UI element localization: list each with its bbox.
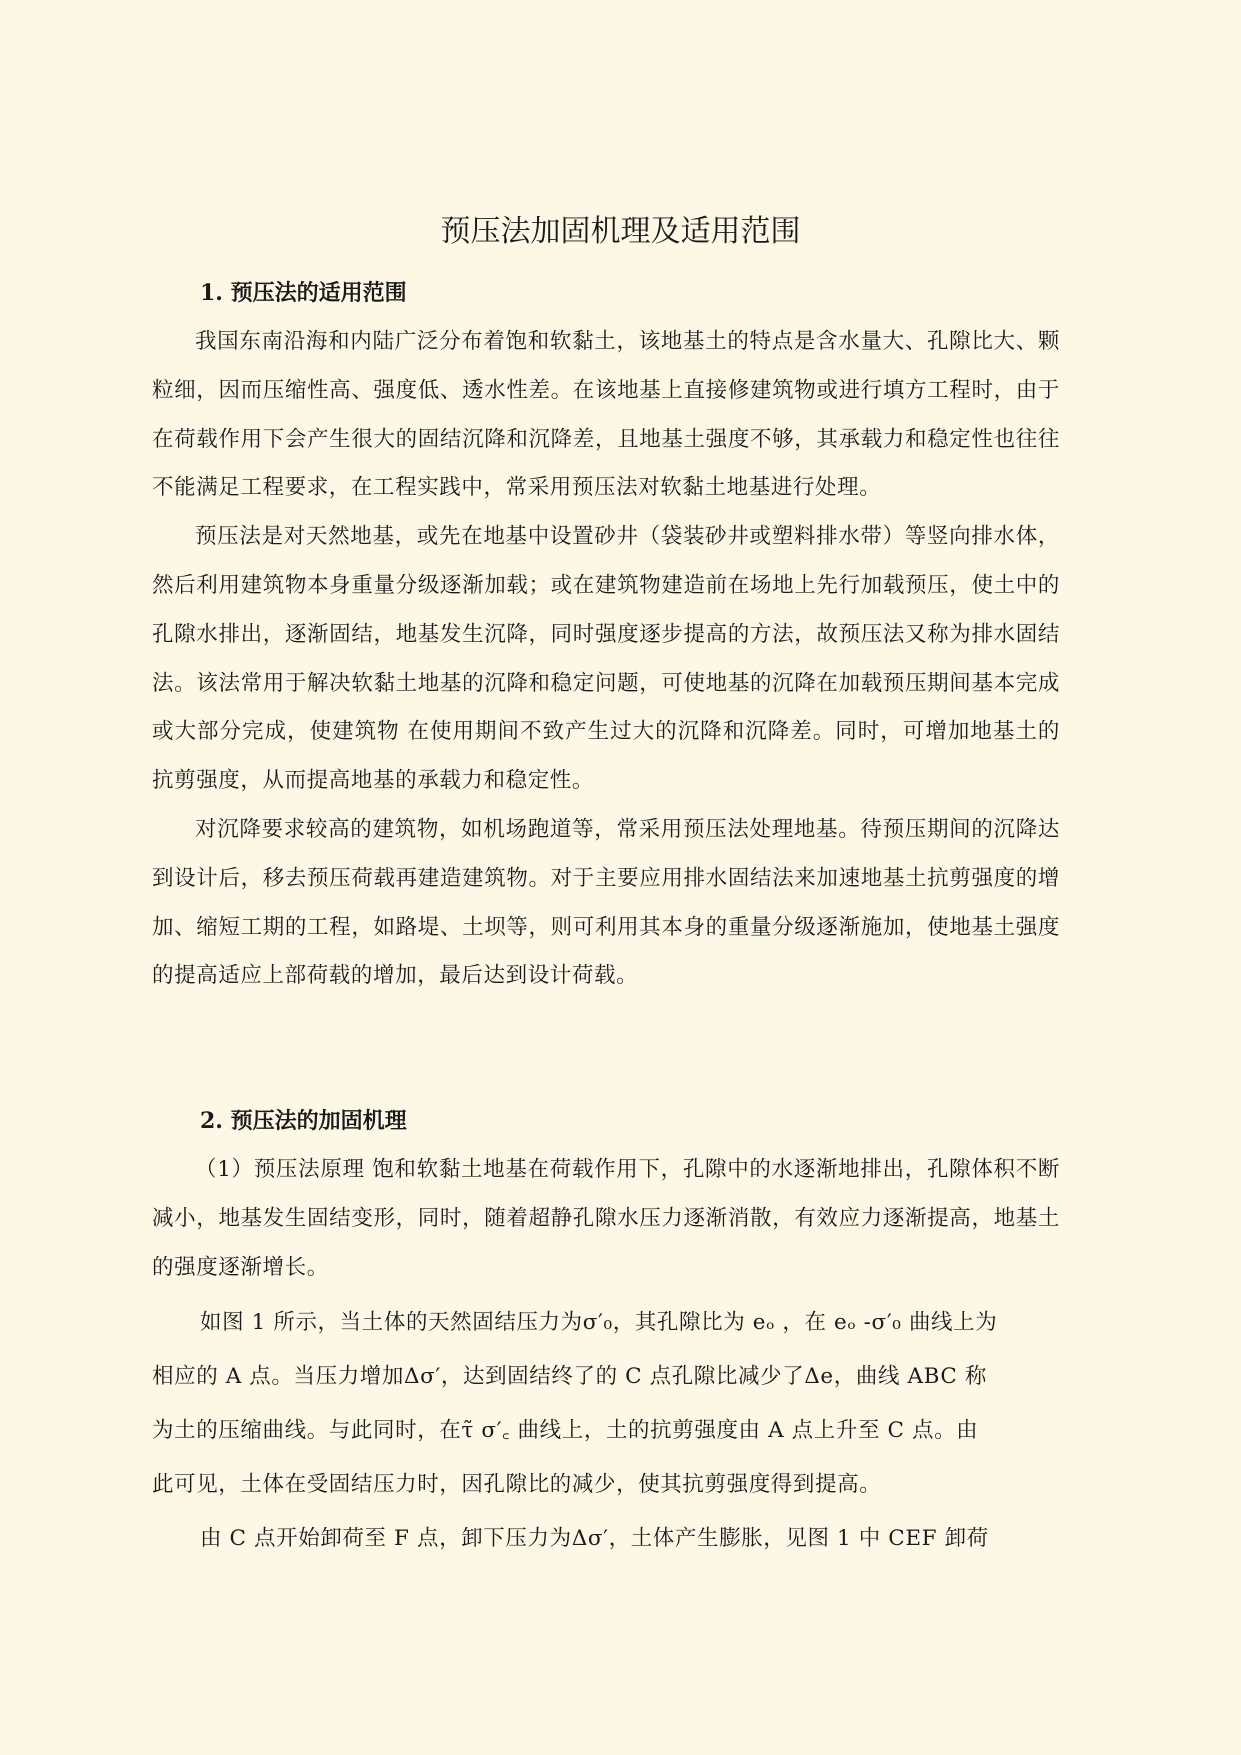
paragraph: 对沉降要求较高的建筑物，如机场跑道等，常采用预压法处理地基。待预压期间的沉降达到设计后，移去预压荷载再建造建筑物。对于主要应用排水固结法来加速地基土抗剪强度的增加、缩短工期的工程，如路堤、土坝等，则可利用其本身的重量分级逐渐施加，使地基土强度的提高适应上部荷载的增加，最后达到设计荷载。	[152, 816, 1060, 989]
paragraph: 我国东南沿海和内陆广泛分布着饱和软黏土，该地基土的特点是含水量大、孔隙比大、颗粒细，因而压缩性高、强度低、透水性差。在该地基上直接修建筑物或进行填方工程时，由于在荷载作用下会产生很大的固结沉降和沉降差，且地基土强度不够，其承载力和稳定性也往往不能满足工程要求，在工程实践中，常采用预压法对软黏土地基进行处理。	[152, 329, 1060, 501]
section-2-body	[152, 1146, 1060, 1292]
figure-text-line: 由 C 点开始卸荷至 F 点，卸下压力为Δσ′，土体产生膨胀，见图 1 中 CEF 卸荷	[200, 1526, 989, 1551]
section-2-heading: 2. 预压法的加固机理	[200, 1108, 407, 1134]
paragraph: 预压法是对天然地基，或先在地基中设置砂井（袋装砂井或塑料排水带）等竖向排水体，然后利用建筑物本身重量分级逐渐加载；或在建筑物建造前在场地上先行加载预压，使土中的孔隙水排出，逐渐固结，地基发生沉降，同时强度逐步提高的方法，故预压法又称为排水固结法。该法常用于解决软黏土地基的沉降和稳定问题，可使地基的沉降在加载预压期间基本完成或大部分完成，使建筑物 在使用期间不致产生过大的沉降和沉降差。同时，可增加地基土的抗剪强度，从而提高地基的承载力和稳定性。	[152, 524, 1060, 794]
figure-text-line: 为土的压缩曲线。与此同时，在τ̃ σ′꜀ 曲线上，土的抗剪强度由 A 点上升至 C 点。由	[152, 1418, 979, 1443]
figure-text-line: 相应的 A 点。当压力增加Δσ′，达到固结终了的 C 点孔隙比减少了Δe，曲线 ABC 称	[152, 1364, 987, 1389]
figure-text-line: 此可见，土体在受固结压力时，因孔隙比的减少，使其抗剪强度得到提高。	[152, 1472, 882, 1497]
page-title: 预压法加固机理及适用范围	[440, 214, 801, 249]
section-1-body	[152, 318, 1060, 1001]
figure-text-line: 如图 1 所示，当土体的天然固结压力为σ′₀，其孔隙比为 eₒ ，在 eₒ -σ′₀ 曲线上为	[200, 1310, 998, 1335]
section-1-heading: 1. 预压法的适用范围	[200, 280, 407, 306]
paragraph: （1）预压法原理 饱和软黏土地基在荷载作用下，孔隙中的水逐渐地排出，孔隙体积不断减小，地基发生固结变形，同时，随着超静孔隙水压力逐渐消散，有效应力逐渐提高，地基土的强度逐渐增长。	[152, 1157, 1060, 1280]
